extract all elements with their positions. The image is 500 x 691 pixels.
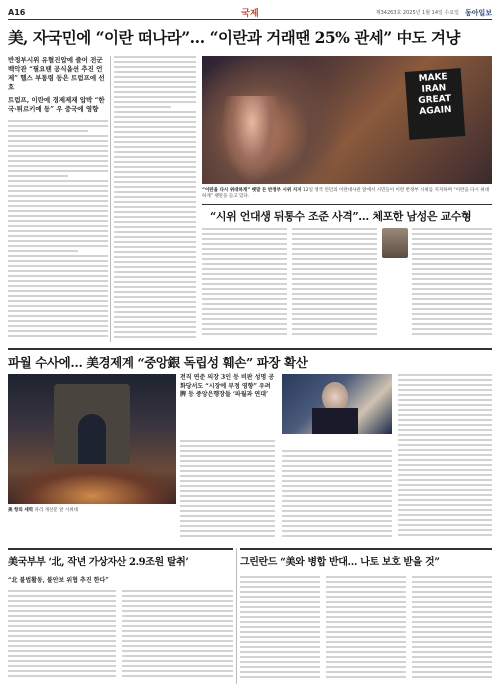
caption-text: 파리 개선문 앞 시위대 bbox=[34, 508, 78, 513]
story-3-subhead: 전직 연준 의장 3인 등 비판 성명 공화당서도 “시장에 부정 영향” 우려 脾 등 중앙은행장들 ‘파월과 연대’ bbox=[180, 374, 275, 398]
lead-body-col-2 bbox=[114, 56, 196, 342]
story-4-rule bbox=[8, 548, 233, 550]
story-4-subhead: “北 불법활동, 불안보 위협 추진 한다” bbox=[8, 577, 109, 584]
story-5-body-col-1 bbox=[240, 576, 320, 684]
lead-photo-caption bbox=[202, 188, 492, 200]
story-2-body-col-1 bbox=[202, 228, 287, 340]
story-5-body-col-2 bbox=[326, 576, 406, 684]
issue-meta: 제34263호 2025년 1월 14일 수요일 bbox=[375, 10, 459, 16]
lead-subhead: 반정부시위 유혈진압에 즐어 전군 백악관 “필요땐 공식옵션 추진 언제” 헬스 부통령 등은 트럼프에 선호 bbox=[8, 56, 105, 91]
page-number: A16 bbox=[8, 8, 26, 17]
lead-photo bbox=[202, 56, 492, 184]
column-divider bbox=[110, 56, 111, 342]
story-3-rule bbox=[8, 348, 492, 350]
story-5-headline: 그린란드 “美와 병합 반대… 나토 보호 받을 것” bbox=[240, 557, 440, 568]
story-3-body-col-1 bbox=[180, 440, 275, 540]
story-5-rule bbox=[240, 548, 492, 550]
lead-headline: 美, 자국민에 “이란 떠나라”… “이란과 거래땐 25% 관세” 中도 겨냥 bbox=[8, 28, 460, 47]
column-divider bbox=[236, 548, 237, 684]
arc-photo-caption bbox=[8, 508, 176, 514]
headshot-photo bbox=[382, 228, 408, 258]
story-3-body-col-2 bbox=[282, 450, 392, 540]
story-2-headline: “시위 언대생 뒤통수 조준 사격”… 체포한 남성은 교수형 bbox=[210, 210, 472, 223]
story-3-headline: 파월 수사에… 美경제계 “중앙銀 독립성 훼손” 파장 확산 bbox=[8, 355, 308, 370]
section-title: 국제 bbox=[241, 9, 259, 19]
caption-label: 美 항의 세력 bbox=[8, 508, 34, 513]
story-4-body-col-1 bbox=[8, 590, 116, 684]
caption-body: 12일 영국 런던의 이란대사관 앞에서 시민들이 이란 반정부 시위를 지지하며 “이란을 다시 위대하게” 팻말을 들고 있다. bbox=[202, 188, 489, 199]
story-4-body-col-2 bbox=[122, 590, 233, 684]
powell-photo bbox=[282, 374, 392, 434]
story-2-body-col-2 bbox=[292, 228, 377, 340]
story-5-body-col-3 bbox=[412, 576, 492, 684]
story-3-body-col-3 bbox=[398, 374, 492, 540]
newspaper-logo: 동아일보 bbox=[464, 8, 492, 17]
lead-subhead-2: 트럼프, 이란에 경제제재 압박 “한국·튀르키예 등” 우 중국에 영향 bbox=[8, 96, 105, 113]
story-4-headline: 美국부부 ‘北, 작년 가상자산 2.9조원 탈취’ bbox=[8, 557, 189, 568]
caption-title: “이란을 다시 위대하게” 팻말 든 반정부 시위 지지 bbox=[202, 188, 302, 193]
lead-body-col-1 bbox=[8, 120, 108, 342]
arc-protest-photo bbox=[8, 374, 176, 504]
page-header bbox=[8, 6, 492, 20]
sign-text: MAKE IRAN GREAT AGAIN bbox=[417, 72, 452, 118]
story-2-rule bbox=[202, 204, 492, 205]
protest-sign bbox=[405, 68, 466, 140]
story-2-body-col-3 bbox=[412, 228, 492, 340]
